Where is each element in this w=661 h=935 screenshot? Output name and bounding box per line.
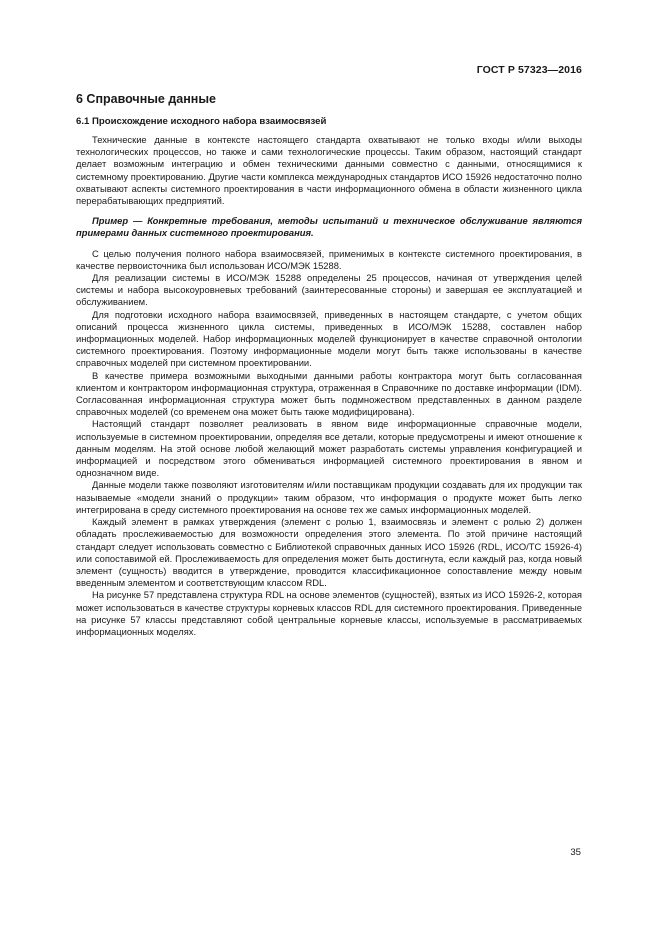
paragraph-7: Данные модели также позволяют изготовителям и/или поставщикам продукции создавать для их продукции так называемые «модели знаний о продукции» таким образом, что информация о продукте может быть легко интегрирована в среду системного проектирования на основе тех же самых информационных моделей. (76, 479, 582, 515)
section-heading: 6 Справочные данные (76, 92, 216, 106)
page-content (76, 92, 582, 638)
paragraph-2: С целью получения полного набора взаимосвязей, применимых в контексте системного проектирования, в качестве первоисточника был использован ИСО/МЭК 15288. (76, 247, 582, 271)
paragraph-5: В качестве примера возможными выходными данными работы контрактора могут быть согласованная клиентом и контрактором информационная структура, отраженная в Справочнике по доставке информации (IDM). Согласованная информационная структура может быть подмножеством представленных в данном разделе справочных моделей (со временем она может быть также модифицирована). (76, 369, 582, 418)
example-paragraph: Пример — Конкретные требования, методы испытаний и техническое обслуживание являются примерами данных системного проектирования. (76, 215, 582, 239)
page-number: 35 (570, 847, 581, 858)
paragraph-4: Для подготовки исходного набора взаимосвязей, приведенных в настоящем стандарте, с учетом общих описаний процесса жизненного цикла системы, приведенных в ИСО/МЭК 15288, составлен набор информационных моделей. Набор информационных моделей функционирует в качестве справочной онтологии системного проектирования. Поэтому информационные модели могут быть также использованы в качестве справочных моделей при системном проектировании. (76, 308, 582, 369)
subsection-heading: 6.1 Происхождение исходного набора взаимосвязей (76, 116, 327, 127)
paragraph-3: Для реализации системы в ИСО/МЭК 15288 определены 25 процессов, начиная от утверждения целей системы и набора высокоуровневых требований (заинтересованные стороны) и завершая ее эксплуатацией и обслуживанием. (76, 272, 582, 308)
document-code: ГОСТ Р 57323—2016 (476, 64, 582, 76)
paragraph-8: Каждый элемент в рамках утверждения (элемент с ролью 1, взаимосвязь и элемент с ролью 2) должен обладать прослеживаемостью для возможности определения этого элемента. По этой причине настоящий стандарт следует использовать совместно с Библиотекой справочных данных ИСО 15926 (RDL, ИСО/ТС 15926-4) или сопоставимой ей. Прослеживаемость для определения может быть достигнута, если каждый раз, когда новый элемент (сущность) вводится в утверждение, проводится классификационное сопоставление между новым введенным элементом и соответствующим классом RDL. (76, 516, 582, 589)
paragraph-9: На рисунке 57 представлена структура RDL на основе элементов (сущностей), взятых из ИСО 15926-2, которая может использоваться в качестве структуры корневых классов RDL для системного проектирования. Приведенные на рисунке 57 классы представляют собой центральные корневые классы, используемые в рассматриваемых информационных моделях. (76, 589, 582, 637)
paragraph-6: Настоящий стандарт позволяет реализовать в явном виде информационные справочные модели, используемые в системном проектировании, определяя все детали, которые предусмотрены и имеют отношение к данным моделям. На этой основе любой желающий может разработать системы управления конфигурацией и информацией и посредством этого обмениваться информацией системного проектирования в явном и однозначном виде. (76, 418, 582, 479)
paragraph-1: Технические данные в контексте настоящего стандарта охватывают не только входы и/или выходы технологических процессов, но также и сами технологические процессы. Таким образом, настоящий стандарт делает возможным интеграцию и обмен техническими данными совместно с данными, относящимися к системному проектированию. Другие части комплекса международных стандартов ИСО 15926 недостаточно полно охватывают аспекты системного проектирования в части информационного обмена в области жизненного цикла перерабатывающих предприятий. (76, 134, 582, 207)
